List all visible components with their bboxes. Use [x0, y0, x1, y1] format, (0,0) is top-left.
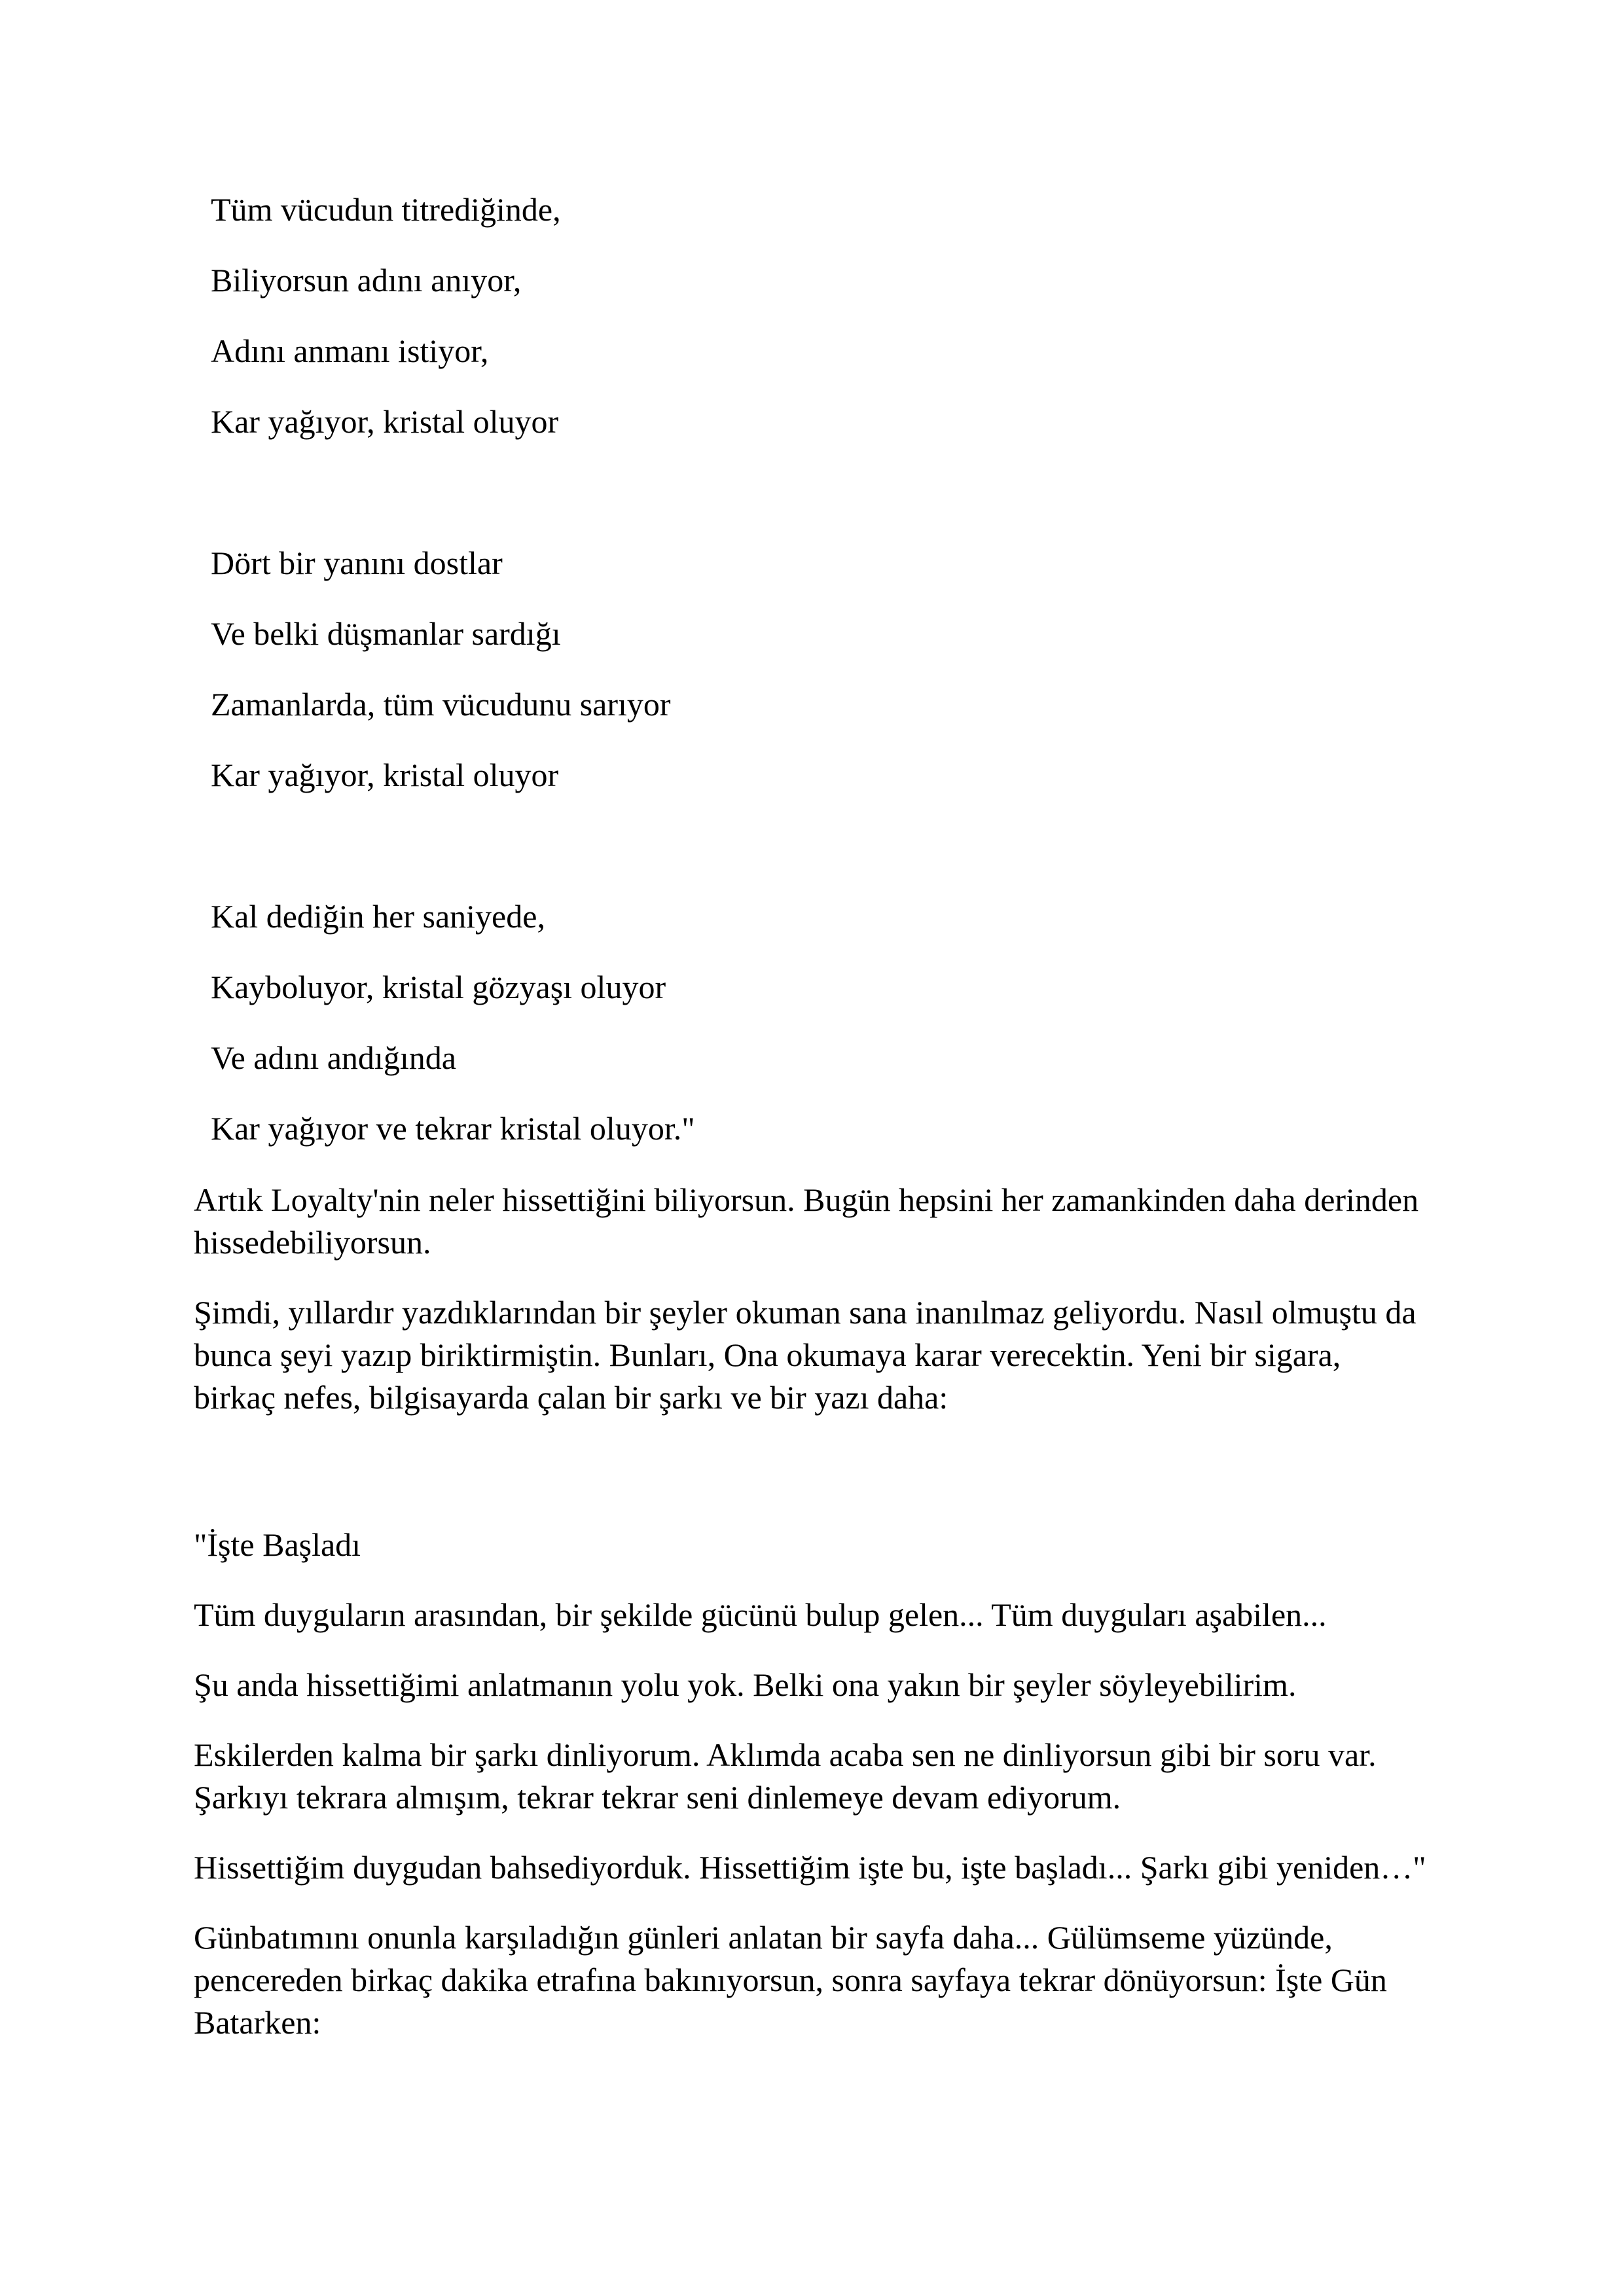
paragraph-line: Şimdi, yıllardır yazdıklarından bir şeyler okuman sana inanılmaz geliyordu. Nasıl olmuştu da [194, 1294, 1416, 1331]
paragraph-line: Batarken: [194, 2004, 321, 2041]
paragraph-line: birkaç nefes, bilgisayarda çalan bir şarkı ve bir yazı daha: [194, 1379, 948, 1416]
paragraph-line: Şarkıyı tekrara almışım, tekrar tekrar seni dinlemeye devam ediyorum. [194, 1779, 1121, 1816]
poem-line: Adını anmanı istiyor, [211, 332, 489, 369]
paragraph-line: Günbatımını onunla karşıladığın günleri anlatan bir sayfa daha... Gülümseme yüzünde, [194, 1919, 1333, 1956]
stanza-gap [211, 810, 1467, 881]
paragraph-line: Artık Loyalty'nin neler hissettiğini biliyorsun. Bugün hepsini her zamankinden daha derinden [194, 1181, 1419, 1218]
poem-line: Ve belki düşmanlar sardığı [211, 615, 561, 652]
poem-line: Zamanlarda, tüm vücudunu sarıyor [211, 686, 671, 723]
blank-paragraph [194, 1446, 1467, 1496]
paragraph-4 [194, 1594, 1467, 1636]
paragraph-line: pencereden birkaç dakika etrafına bakınıyorsun, sonra sayfaya tekrar dönüyorsun: İşte Gün [194, 1962, 1387, 1998]
paragraph-1 [194, 1179, 1467, 1264]
stanza-gap [211, 457, 1467, 528]
paragraph-line: Hissettiğim duygudan bahsediyorduk. Hissettiğim işte bu, işte başladı... Şarkı gibi yeniden…" [194, 1849, 1426, 1886]
prose-section [0, 1164, 1624, 2044]
poem-line: Kayboluyor, kristal gözyaşı oluyor [211, 969, 666, 1005]
paragraph-6 [194, 1734, 1467, 1819]
paragraph-line: "İşte Başladı [194, 1526, 361, 1563]
paragraph-line: bunca şeyi yazıp biriktirmiştin. Bunları, Ona okumaya karar verecektin. Yeni bir sigara, [194, 1336, 1341, 1373]
poem-stanza-2 [211, 528, 1467, 810]
paragraph-line: hissedebiliyorsun. [194, 1224, 431, 1261]
paragraph-8 [194, 1916, 1467, 2044]
paragraph-line: Eskilerden kalma bir şarkı dinliyorum. Aklımda acaba sen ne dinliyorsun gibi bir soru var. [194, 1736, 1377, 1773]
poem-line: Tüm vücudun titrediğinde, [211, 191, 561, 228]
poem-line: Kar yağıyor, kristal oluyor [211, 403, 559, 440]
paragraph-5 [194, 1664, 1467, 1706]
poem-line: Biliyorsun adını anıyor, [211, 262, 522, 298]
poem-stanza-1 [211, 174, 1467, 457]
poem-line: Kar yağıyor, kristal oluyor [211, 757, 559, 793]
paragraph-2 [194, 1291, 1467, 1419]
paragraph-3 [194, 1524, 1467, 1566]
poem-line: Ve adını andığında [211, 1039, 456, 1076]
poem-line: Kal dediğin her saniyede, [211, 898, 545, 935]
poem-stanza-3 [211, 881, 1467, 1164]
poem-line: Kar yağıyor ve tekrar kristal oluyor." [211, 1110, 695, 1147]
poem-line: Dört bir yanını dostlar [211, 545, 503, 581]
paragraph-line: Tüm duyguların arasından, bir şekilde gücünü bulup gelen... Tüm duyguları aşabilen... [194, 1596, 1327, 1633]
paragraph-line: Şu anda hissettiğimi anlatmanın yolu yok. Belki ona yakın bir şeyler söyleyebilirim. [194, 1666, 1297, 1703]
paragraph-7 [194, 1846, 1467, 1889]
